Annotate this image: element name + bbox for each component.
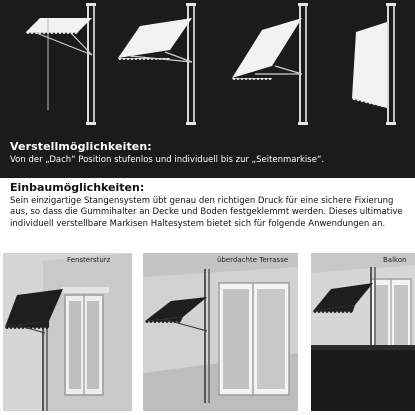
scene-label-covered-terrace: überdachte Terrasse [217, 256, 289, 264]
awning-position-roof [26, 3, 96, 125]
balcony-illustration [311, 253, 415, 411]
terrace-illustration [143, 253, 298, 411]
scene-balcony [311, 253, 415, 411]
scene-covered-terrace [143, 253, 298, 411]
awning-position-inclined [118, 3, 196, 125]
adjustment-subtitle: Von der „Dach“ Position stufenlos und individuell bis zur „Seitenmarkise“. [10, 155, 325, 165]
awning-position-side [352, 3, 396, 125]
awning-position-steep [232, 3, 308, 125]
adjustment-panel [0, 0, 415, 178]
scene-label-balcony: Balkon [383, 256, 407, 264]
scene-lintel [3, 253, 132, 411]
scene-label-lintel: Fenstersturz [67, 256, 111, 264]
adjustment-title: Verstellmöglichkeiten: [10, 140, 152, 153]
installation-description: Sein einzigartige Stangensystem übt genau den richtigen Druck für eine sichere Fixierung aus, so dass die Gummihalter an Decke und Boden festgeklemmt werden. Dieses ultimative individuell verstellbare Markisen Haltesystem bietet sich für folgende Anwendungen an. [10, 196, 403, 229]
lintel-illustration [3, 253, 132, 411]
installation-title: Einbaumöglichkeiten: [10, 181, 145, 194]
